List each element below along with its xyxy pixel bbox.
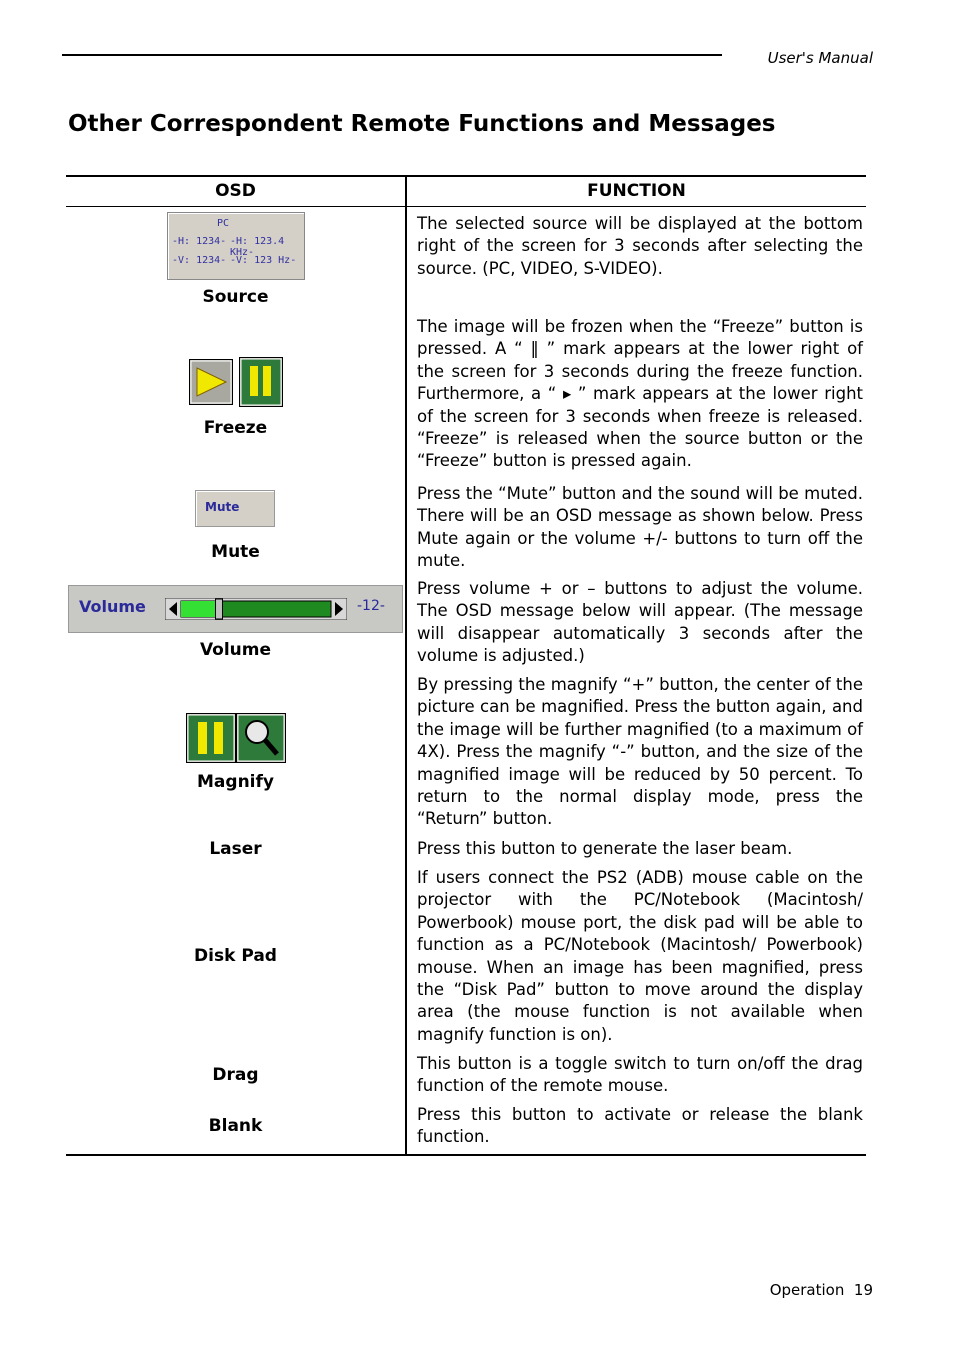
osd-label-laser: Laser (209, 839, 262, 859)
osd-label-magnify: Magnify (197, 772, 274, 792)
desc-freeze: The image will be frozen when the “Freeze” button is pressed. A “ ‖ ” mark appears at the lower right of the screen for 3 seconds during the freeze function. Furthermore, a “ ▸ ” mark appears at the lower right of the screen for 3 seconds when freeze is released. “Freeze” is released when the source button or the “Freeze” button is pressed again. (417, 317, 863, 471)
volume-osd-image (68, 585, 403, 633)
source-osd-pc: PC (217, 218, 230, 229)
volume-osd-value: -12- (357, 598, 385, 614)
desc-mute: Press the “Mute” button and the sound will be muted. There will be an OSD message as shown below. Press Mute again or the volume +/- buttons to turn off the mute. (417, 484, 863, 571)
functions-table (66, 175, 866, 1156)
volume-osd-label: Volume (79, 597, 146, 616)
desc-source: The selected source will be displayed at the bottom right of the screen for 3 seconds after selecting the source. (PC, VIDEO, S-VIDEO). (417, 214, 863, 278)
source-osd-v2: -V: 123 Hz- (230, 255, 297, 266)
osd-label-volume: Volume (199, 640, 272, 660)
desc-drag: This button is a toggle switch to turn on/off the drag function of the remote mouse. (417, 1054, 863, 1096)
header-rule (62, 54, 722, 56)
osd-label-blank: Blank (208, 1116, 263, 1136)
osd-label-source: Source (202, 287, 269, 307)
magnifier-icon (236, 713, 286, 763)
osd-label-drag: Drag (212, 1065, 259, 1085)
mute-osd-text: Mute (205, 500, 240, 514)
osd-label-disk-pad: Disk Pad (194, 946, 277, 966)
osd-label-freeze: Freeze (203, 418, 268, 438)
osd-label-mute: Mute (211, 542, 260, 562)
pause-icon-2 (186, 713, 236, 763)
desc-volume: Press volume + or – buttons to adjust the volume. The OSD message below will appear. (The message will disappear automatically 3 seconds after the volume is adjusted.) (417, 579, 863, 666)
source-osd-image (167, 212, 305, 280)
desc-blank: Press this button to activate or release the blank function. (417, 1105, 863, 1147)
column-header-function: FUNCTION (587, 181, 686, 201)
desc-laser: Press this button to generate the laser beam. (417, 839, 793, 858)
header-divider (66, 206, 866, 207)
page-footer (770, 1281, 873, 1299)
page-number: 19 (853, 1281, 873, 1299)
running-header: User's Manual (767, 49, 873, 67)
mute-osd-image (195, 490, 275, 527)
page-title: Other Correspondent Remote Functions and Messages (68, 111, 776, 137)
desc-magnify: By pressing the magnify “+” button, the center of the picture can be magnified. Press the button again, and the image will be further magnified (to a maximum of 4X). Press the magnify “-” button, and the size of the magnified image will be reduced by 50 percent. To return to the normal display mode, press the “Return” button. (417, 675, 863, 829)
volume-slider (165, 598, 347, 620)
desc-disk-pad: If users connect the PS2 (ADB) mouse cable on the projector with the PC/Notebook (Macintosh/ Powerbook) mouse port, the disk pad will be able to function as a PC/Notebook (Macintosh/ Powerbook) mouse. When an image has been magnified, press the “Disk Pad” button to move around the display area (the mouse function is not available when magnify function is on). (417, 868, 863, 1044)
footer-section: Operation (769, 1281, 845, 1299)
source-osd-v1: -V: 1234- (172, 255, 227, 266)
column-divider (405, 177, 407, 1154)
play-icon (189, 359, 233, 405)
pause-icon (239, 357, 283, 407)
source-osd-h1: -H: 1234- (172, 236, 227, 247)
source-osd-h2: -H: 123.4 KHz- (230, 236, 285, 258)
column-header-osd: OSD (215, 181, 256, 201)
